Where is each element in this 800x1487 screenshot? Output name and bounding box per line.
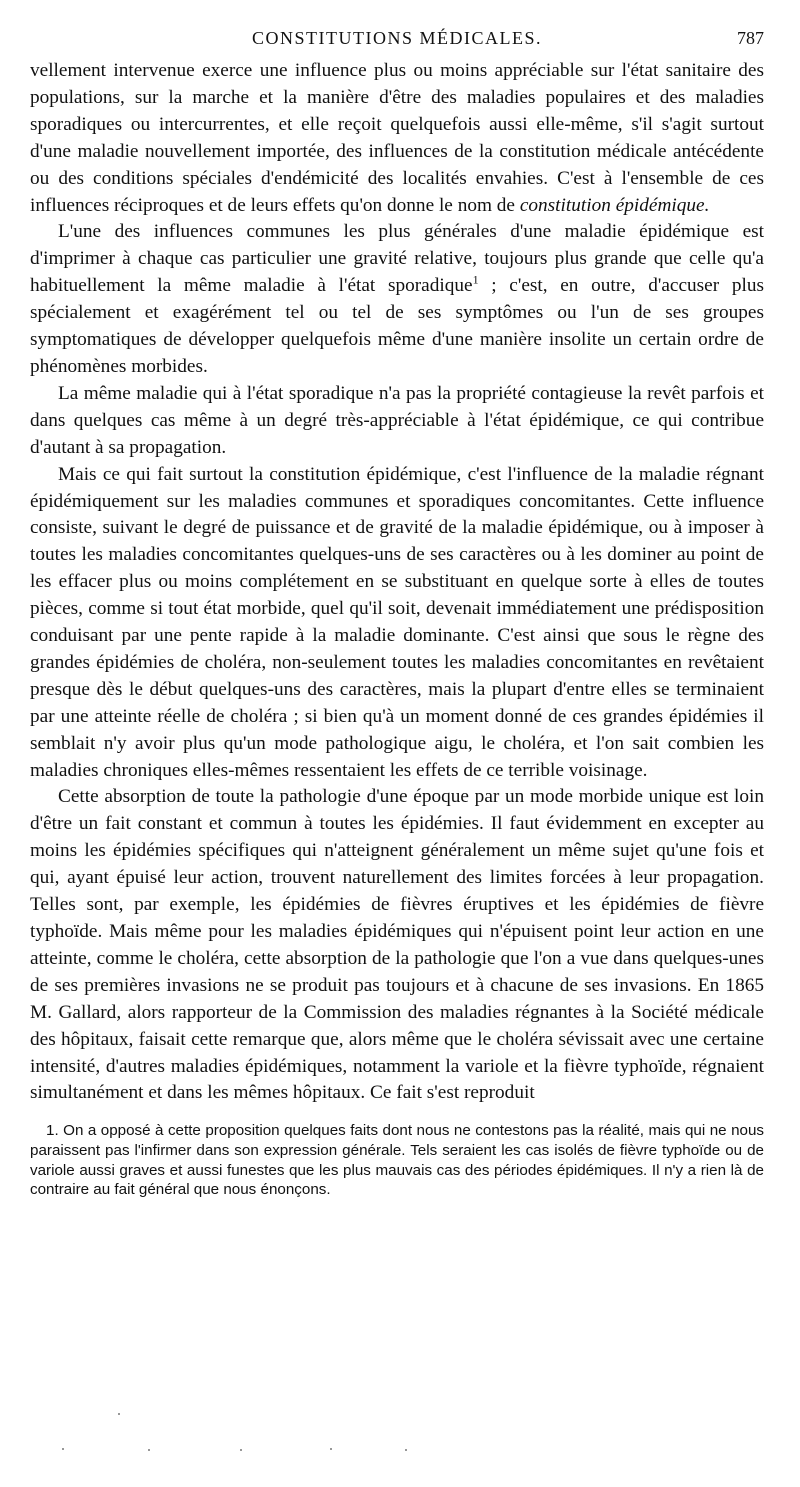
scan-speck — [405, 1449, 407, 1451]
paragraph-text: Cette absorption de toute la pathologie d'une époque par un mode morbide unique est loin d'être un fait constant et commun à toutes les épidémies. Il faut évidemment en excepter au moins les épidémies spécifiques qui n'atteignent généralement un même sujet qu'une fois et qui, ayant épuisé leur action, trouvent naturellement des limites forcées à leur propagation. Telles sont, par exemple, les épidémies de fièvres éruptives et les épidémies de fièvre typhoïde. Mais même pour les maladies épidémiques qui n'épuisent point leur action en une atteinte, comme le choléra, cette absorption de la pathologie que l'on a vue dans quelques-unes de ses premières invasions ne se produit pas toujours et à chacune de ses invasions. En 1865 M. Gallard, alors rapporteur de la Commission des maladies régnantes à la Société médicale des hôpitaux, faisait cette remarque que, alors même que le choléra sévissait avec une certaine intensité, d'autres maladies épidémiques, notamment la variole et la fièvre typhoïde, régnaient simultanément et dans les mêmes hôpitaux. Ce fait s'est reproduit — [30, 786, 764, 1104]
paragraph-text: Mais ce qui fait surtout la constitution épidémique, c'est l'influence de la maladie régnant épidémiquement sur les maladies communes et sporadiques concomitantes. Cette influence consiste, suivant le degré de puissance et de gravité de la maladie épidémique, ou à imposer à toutes les maladies concomitantes quelques-uns de ses caractères ou à les dominer au point de les effacer plus ou moins complétement en se substituant en quelque sorte à elles de toutes pièces, comme si tout état morbide, quel qu'il soit, devenait immédiatement une prédisposition conduisant par une pente rapide à la maladie dominante. C'est ainsi que sous le règne des grandes épidémies de choléra, non-seulement toutes les maladies concomitantes en revêtaient presque dès le début quelques-uns des caractères, mais la plupart d'entre elles se terminaient par une atteinte réelle de choléra ; si bien qu'à un moment donné de ces grandes épidémies il semblait n'y avoir plus qu'un mode pathologique aigu, le choléra, et l'on sait combien les maladies chroniques elles-mêmes ressentaient les effets de ce terrible voisinage. — [30, 463, 764, 781]
scan-speck — [118, 1413, 120, 1415]
scan-speck — [62, 1448, 64, 1450]
scan-speck — [148, 1449, 150, 1451]
scan-speck — [330, 1448, 332, 1450]
paragraph-text: L'une des influences communes les plus générales d'une maladie épidémique est d'imprimer à chaque cas particulier une gravité relative, toujours plus grande que celle qu'a habituellement la même maladie à l'état sporadique — [30, 221, 764, 297]
paragraph — [30, 58, 764, 219]
body-text — [30, 58, 764, 1107]
paragraph — [30, 462, 764, 785]
paragraph — [30, 784, 764, 1107]
paragraph — [30, 381, 764, 462]
footnote-marker: 1 — [472, 272, 479, 287]
page-number: 787 — [737, 28, 764, 48]
scan-speck — [240, 1449, 242, 1451]
footnotes — [30, 1121, 764, 1199]
paragraph-text: ; c'est, en outre, d'accuser plus spécialement et exagérément tel ou tel de ses symptômes ou l'un de ses groupes symptomatiques de développer quelquefois même d'une manière insolite un certain ordre de phénomènes morbides. — [30, 275, 764, 377]
paragraph — [30, 219, 764, 380]
emphasis-term: constitution épidémique. — [519, 194, 710, 216]
document-page — [30, 28, 764, 1200]
running-header — [30, 28, 764, 58]
footnote: 1. On a opposé à cette proposition quelques faits dont nous ne contestons pas la réalité, mais qui ne nous paraissent pas l'infirmer dans son expression générale. Tels seraient les cas isolés de fièvre typhoïde ou de variole aussi graves et aussi funestes que les plus mauvais cas des périodes épidémiques. Il n'y a rien là de contraire au fait général que nous énonçons. — [30, 1122, 764, 1199]
paragraph-text: La même maladie qui à l'état sporadique n'a pas la propriété contagieuse la revêt parfois et dans quelques cas même à un degré très-appréciable à l'état épidémique, ce qui contribue d'autant à sa propagation. — [30, 382, 764, 458]
running-title: CONSTITUTIONS MÉDICALES. — [252, 28, 542, 48]
paragraph-text: vellement intervenue exerce une influence plus ou moins appréciable sur l'état sanitaire des populations, sur la marche et la manière d'être des maladies populaires et des maladies sporadiques ou intercurrentes, et elle reçoit quelquefois aussi elle-même, s'il s'agit surtout d'une maladie nouvellement importée, des influences de la constitution médicale antécédente ou des conditions spéciales d'endémicité des localités envahies. C'est à l'ensemble de ces influences réciproques et de leurs effets qu'on donne le nom de — [30, 60, 764, 216]
